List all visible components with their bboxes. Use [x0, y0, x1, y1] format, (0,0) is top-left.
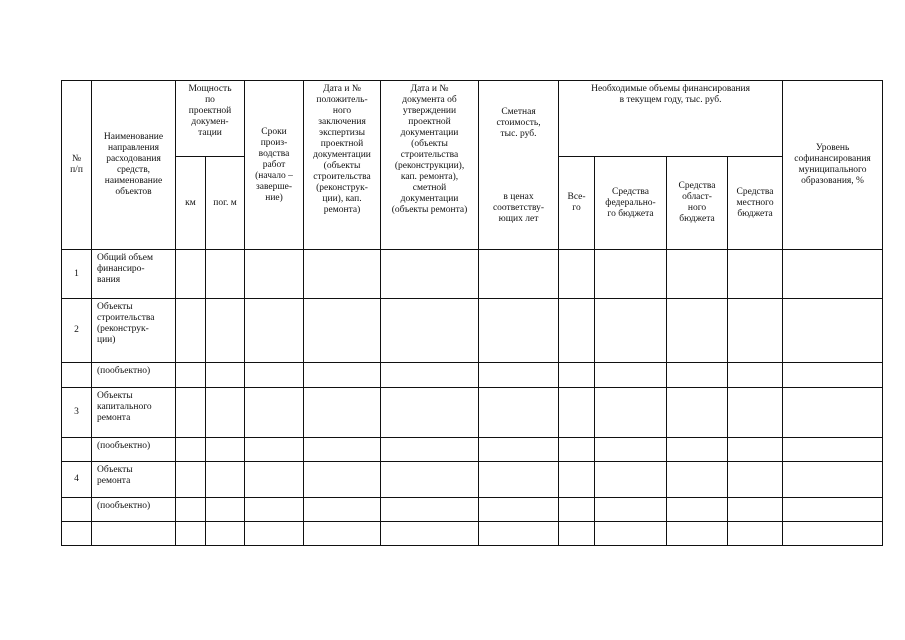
header-terms: Сроки произ- водства работ (начало – заверше- ние) — [245, 81, 304, 250]
row-num — [62, 438, 92, 462]
header-regional: Средства област- ного бюджета — [667, 157, 728, 250]
row-name: (пообъектно) — [92, 438, 176, 462]
header-level: Уровень софинансирования муниципального образования, % — [783, 81, 883, 250]
header-km: км — [176, 157, 206, 250]
row-num: 1 — [62, 250, 92, 299]
header-cost-top: Сметная стоимость, тыс. руб. — [496, 107, 541, 139]
financing-form-table — [61, 80, 883, 546]
row-name: Объекты капитального ремонта — [92, 388, 176, 438]
header-cost — [479, 81, 559, 250]
header-financing: Необходимые объемы финансирования в текущем году, тыс. руб. — [559, 81, 783, 157]
table-row — [62, 388, 883, 438]
row-num — [62, 522, 92, 546]
table-row — [62, 363, 883, 388]
table-row — [62, 438, 883, 462]
table-row — [62, 462, 883, 498]
header-total: Все- го — [559, 157, 595, 250]
row-name: (пообъектно) — [92, 363, 176, 388]
header-cost-bottom: в ценах соответству- ющих лет — [492, 192, 545, 224]
table-row — [62, 250, 883, 299]
header-pog-m: пог. м — [206, 157, 245, 250]
row-num: 3 — [62, 388, 92, 438]
row-num: 4 — [62, 462, 92, 498]
header-num: № п/п — [62, 81, 92, 250]
header-federal: Средства федерально- го бюджета — [595, 157, 667, 250]
table-row — [62, 522, 883, 546]
header-local: Средства местного бюджета — [728, 157, 783, 250]
row-name: Объекты строительства (реконструк- ции) — [92, 299, 176, 363]
table-row — [62, 498, 883, 522]
row-num — [62, 498, 92, 522]
header-capacity: Мощность по проектной докумен- тации — [176, 81, 245, 157]
row-name: (пообъектно) — [92, 498, 176, 522]
header-approval: Дата и № документа об утверждении проектной документации (объекты строительства (реконструкции), кап. ремонта), сметной документации (объекты ремонта) — [381, 81, 479, 250]
row-name: Объекты ремонта — [92, 462, 176, 498]
row-name — [92, 522, 176, 546]
header-expertise: Дата и № положитель- ного заключения экспертизы проектной документации (объекты строительства (реконструк- ции), кап. ремонта) — [304, 81, 381, 250]
table-row — [62, 299, 883, 363]
header-name: Наименование направления расходования средств, наименование объектов — [92, 81, 176, 250]
row-num: 2 — [62, 299, 92, 363]
row-name: Общий объем финансиро- вания — [92, 250, 176, 299]
row-num — [62, 363, 92, 388]
